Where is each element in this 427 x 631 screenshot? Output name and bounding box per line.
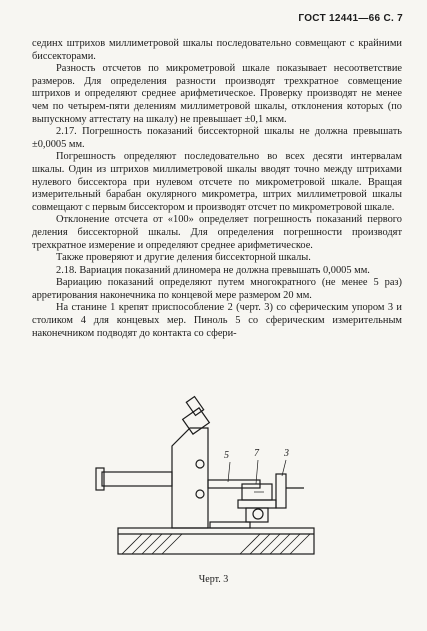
- paragraph: Отклонение отсчета от «100» определяет погрешность показаний первого деления биссекторной шкалы. Для определения погрешности производят трехкратное измерение и определяют среднее арифметическое.: [32, 214, 402, 251]
- knob: [196, 460, 204, 468]
- support-block: [210, 522, 250, 528]
- eyepiece: [186, 397, 203, 416]
- label-3: 3: [284, 448, 289, 459]
- instrument-drawing: [90, 388, 316, 566]
- label-5: 5: [224, 450, 229, 461]
- paragraph: Также проверяют и другие деления биссекторной шкалы.: [56, 252, 311, 264]
- column-housing: [172, 428, 208, 528]
- figure-caption: Черт. 3: [198, 574, 229, 585]
- paragraph: сединх штрихов миллиметровой шкалы последовательно совмещают с крайними биссекторами.: [32, 38, 402, 62]
- paragraph: На станине 1 крепят приспособление 2 (черт. 3) со сферическим упором 3 и столиком 4 для концевых мер. Пиноль 5 со сферическим измерительным наконечником подводят до контакта со сфери-: [32, 302, 402, 339]
- horizontal-arm: [102, 472, 172, 486]
- spherical-stop: [276, 474, 286, 508]
- paragraph: Разность отсчетов по микрометровой шкале показывает несоответствие размеров. Для определения разности производят трехкратное совмещение штрихов и определяют среднее арифметическое. Проверку производят не менее чем по четырем-пяти делениям миллиметровой шкалы, отклонения которых (по выпускному аттестату на шкалу) не превышает ±0,1 мкм.: [32, 63, 402, 125]
- bed-hatching: [122, 534, 310, 554]
- paragraph: Вариацию показаний определяют путем многократного (не менее 5 раз) арретирования наконечника по концевой мере размером 20 мм.: [32, 277, 402, 301]
- fixture-base: [246, 508, 268, 522]
- section-heading-2-18: 2.18. Вариация показаний длиномера не должна превышать 0,0005 мм.: [56, 264, 370, 276]
- arm-end: [96, 468, 104, 490]
- eyepiece-head: [183, 408, 210, 434]
- label-7: 7: [254, 448, 259, 459]
- figure-drawing: [90, 388, 316, 566]
- body-text: [32, 38, 402, 340]
- table-screw: [253, 509, 263, 519]
- fixture-plate: [238, 500, 276, 508]
- paragraph: Погрешность определяют последовательно во всех десяти интервалам шкалы. Один из штрихов миллиметровой шкалы вводят точно между штрихами нулевого биссектора при нулевом отсчете по микрометровой шкале. Вращая измерительный барабан окулярного микрометра, штрих миллиметровой шкалы совмещают с первым биссектором и производят отсчет по микрометровой шкале.: [32, 151, 402, 213]
- bed-outline: [118, 528, 314, 554]
- knob: [196, 490, 204, 498]
- section-heading-2-17: 2.17. Погрешность показаний биссекторной шкалы не должна превышать ±0,0005 мм.: [32, 126, 402, 150]
- page-header: ГОСТ 12441—66 С. 7: [298, 13, 403, 24]
